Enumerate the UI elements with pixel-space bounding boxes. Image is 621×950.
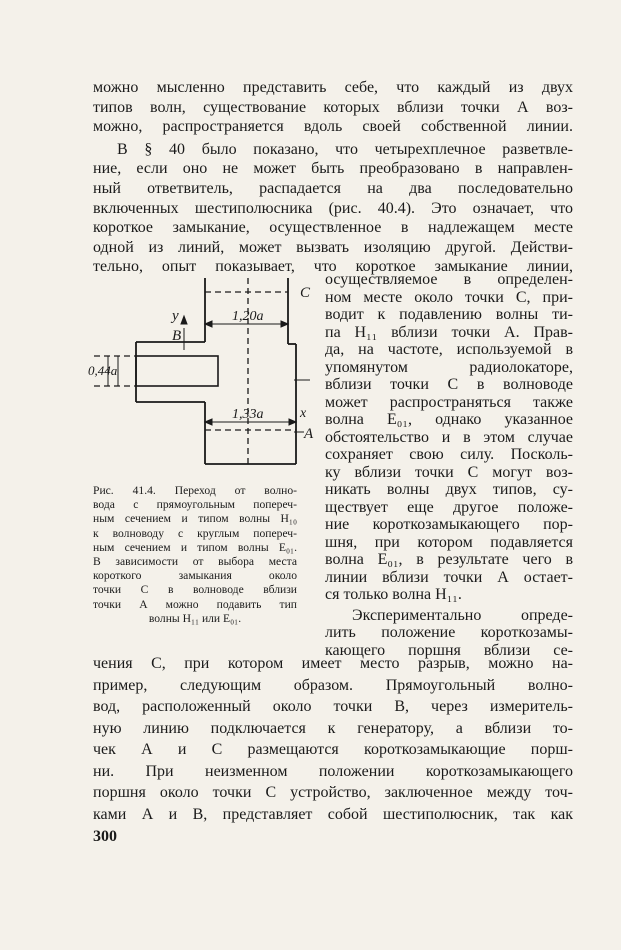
text-line: ни. При неизменном положении короткозамыкающего xyxy=(93,762,573,780)
text-line: чения С, при котором имеет место разрыв, можно на- xyxy=(93,655,573,672)
caption-line: точки А можно подавить тип xyxy=(93,597,297,611)
text-line: Экспериментально опреде- xyxy=(352,606,573,624)
text-line: ществует еще другое положе- xyxy=(325,498,573,516)
text-line: ном месте около точки С, при- xyxy=(325,288,573,306)
caption-line: короткого замыкания около xyxy=(93,569,297,583)
text-line: обстоятельство и в этом случае xyxy=(325,428,573,446)
text-line: ние, если оно не может быть преобразовано в направлен- xyxy=(93,160,573,178)
text-line: может распространяться также xyxy=(325,393,573,411)
text-line: лить положение короткозамы- xyxy=(325,624,573,641)
text-line: водит к подавлению волны ти- xyxy=(325,306,573,323)
text-line: вблизи точки С в волноводе xyxy=(325,376,573,393)
text-line: вод, расположенный около точки В, через измеритель- xyxy=(93,698,573,715)
text-line: короткое замыкание, осуществленное в надлежащем месте xyxy=(93,219,573,237)
rect-stub xyxy=(136,356,218,386)
label-b: B xyxy=(172,328,182,344)
text-line: осуществляемое в определен- xyxy=(325,271,573,288)
text-line: па H₁₁ вблизи точки А. Прав- xyxy=(325,323,573,341)
text-line: волна E₀₁, однако указанное xyxy=(325,411,573,428)
text-line: ками А и В, представляет собой шестиполюсник, так как xyxy=(93,805,573,823)
text-line: волна E₀₁, в результате чего в xyxy=(325,551,573,568)
waveguide-figure xyxy=(88,272,318,472)
caption-line: точки С в волноводе вблизи xyxy=(93,583,297,597)
page-number: 300 xyxy=(93,828,117,845)
text-line: поршня около точки С устройство, заключенное между точ- xyxy=(93,784,573,801)
label-c: C xyxy=(300,285,311,301)
text-line: можно, распространяется вдоль своей собственной линии. xyxy=(93,118,573,136)
text-line: никать волны двух типов, су- xyxy=(325,481,573,498)
dashed-lines xyxy=(94,278,296,464)
caption-line: к волноводу с круглым попереч- xyxy=(93,526,297,540)
dim-bottom: 1,33a xyxy=(232,407,264,422)
text-line: ние короткозамыкающего пор- xyxy=(325,516,573,533)
text-line: пример, следующим образом. Прямоугольный волно- xyxy=(93,676,573,694)
caption-line: Рис. 41.4. Переход от волно- xyxy=(93,484,297,497)
label-a: A xyxy=(304,426,314,442)
caption-line: ным сечением и типом волны H₁₀ xyxy=(93,512,297,526)
text-line: тельно, опыт показывает, что короткое замыкание линии, xyxy=(93,258,573,276)
text-line: да, на частоте, используемой в xyxy=(325,341,573,358)
label-y: y xyxy=(172,308,179,324)
text-line: можно мысленно представить себе, что каждый из двух xyxy=(93,79,573,96)
text-line: чек А и С размещаются короткозамыкающие порш- xyxy=(93,741,573,758)
waveguide-outline xyxy=(136,278,296,464)
text-line: упомянутом радиолокаторе, xyxy=(325,358,573,376)
caption-line: ным сечением и типом волны E₀₁. xyxy=(93,540,297,554)
caption-line: вода с прямоугольным попереч- xyxy=(93,498,297,512)
dim-top: 1,20a xyxy=(232,309,264,324)
text-line: В § 40 было показано, что четырехплечное разветвле- xyxy=(117,140,573,158)
text-line: ный ответвитель, распадается на два последовательно xyxy=(93,180,573,197)
text-line: линии вблизи точки А остает- xyxy=(325,568,573,586)
text-line: включенных шестиполюсника (рис. 40.4). Это означает, что xyxy=(93,199,573,217)
text-line: шня, при котором подавляется xyxy=(325,533,573,551)
dim-left: 0,44a xyxy=(88,363,118,378)
caption-line: волны H₁₁ или E₀₁. xyxy=(148,611,242,625)
text-line: типов волн, существование которых вблизи точки А воз- xyxy=(93,98,573,116)
text-line: ся только волна H₁₁. xyxy=(325,586,462,603)
text-line: сохраняет свою силу. Посколь- xyxy=(325,446,573,463)
text-line: ную линию подключается к генератору, а вблизи то- xyxy=(93,719,573,737)
text-line: одной из линий, может вызвать изоляцию другой. Действи- xyxy=(93,238,573,256)
dimension-lines xyxy=(108,316,310,432)
text-line: кающего поршня вблизи се- xyxy=(325,641,573,659)
label-x: x xyxy=(300,406,307,421)
text-line: ку вблизи точки С могут воз- xyxy=(325,463,573,481)
caption-line: В зависимости от выбора места xyxy=(93,555,297,568)
